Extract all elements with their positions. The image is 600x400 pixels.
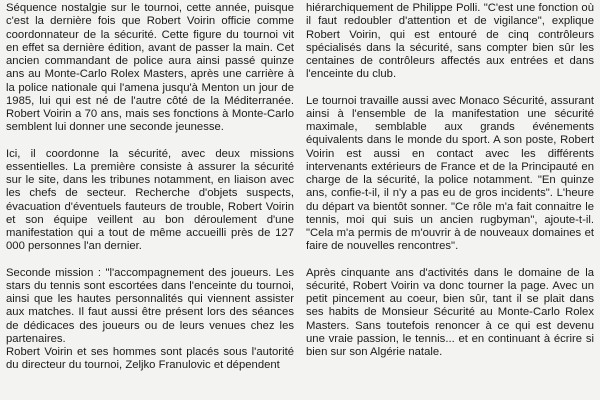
paragraph-hierarchy: hiérarchiquement de Philippe Polli. "C'est une fonction où il faut redoubler d'attention et de vigilance", explique Robert Voirin, qui est entouré de cinq contrôleurs spécialisés dans la sécurité, sans compter bien sûr les centaines de contrôleurs affectés aux entrées et dans l'enceinte du club. [306,2,594,81]
article-column-right [306,2,594,372]
paragraph-conclusion: Après cinquante ans d'activités dans le domaine de la sécurité, Robert Voirin va donc tourner la page. Avec un petit pincement au coeur, bien sûr, tant il se plait dans ses habits de Monsieur Sécurité au Monte-Carlo Rolex Masters. Sans toutefois renoncer à ce qui est devenu une vraie passion, le tennis... et en continuant à écrire si bien sur son Algérie natale. [306,266,594,358]
paragraph-intro: Séquence nostalgie sur le tournoi, cette année, puisque c'est la dernière fois que Robert Voirin officie comme coordonnateur de la sécurité. Cette figure du tournoi vit en effet sa dernière édition, avant de passer la main. Cet ancien commandant de police aura ainsi passé quinze ans au Monte-Carlo Rolex Masters, après une carrière à la police nationale qui l'amena jusqu'à Menton un jour de 1985, lui qui est né de l'autre côté de la Méditerranée. Robert Voirin a 70 ans, mais ses fonctions à Monte-Carlo semblent lui donner une seconde jeunesse. [6,2,294,134]
paragraph-authority: Robert Voirin et ses hommes sont placés sous l'autorité du directeur du tournoi, Zeljko Franulovic et dépendent [6,346,294,372]
paragraph-second-mission: Seconde mission : "l'accompagnement des joueurs. Les stars du tennis sont escortées dans l'enceinte du tournoi, ainsi que les hautes personnalités qui viennent assister aux matches. Il faut aussi être présent lors des séances de dédicaces des joueurs ou de leurs venues chez les partenaires. [6,266,294,345]
paragraph-missions: Ici, il coordonne la sécurité, avec deux missions essentielles. La première consiste à assurer la sécurité sur le site, dans les tribunes notamment, en liaison avec les chefs de secteur. Recherche d'objets suspects, évacuation d'éventuels fauteurs de trouble, Robert Voirin et son équipe veillent au bon déroulement d'une manifestation qui a tout de même accueilli près de 127 000 personnes l'an dernier. [6,147,294,253]
paragraph-monaco-securite: Le tournoi travaille aussi avec Monaco Sécurité, assurant ainsi à l'ensemble de la manifestation une sécurité maximale, semblable aux grands événements équivalents dans le monde du sport. A son poste, Robert Voirin est aussi en contact avec les différents intervenants extérieurs de France et de la Principauté en charge de la sécurité, la police notamment. "En quinze ans, confie-t-il, il n'y a pas eu de gros incidents". L'heure du départ va bientôt sonner. "Ce rôle m'a fait connaitre le tennis, moi qui suis un ancien rugbyman", ajoute-t-il. "Cela m'a permis de m'ouvrir à de nouveaux domaines et faire de nouvelles rencontres". [306,94,594,253]
article-column-left [6,2,294,386]
